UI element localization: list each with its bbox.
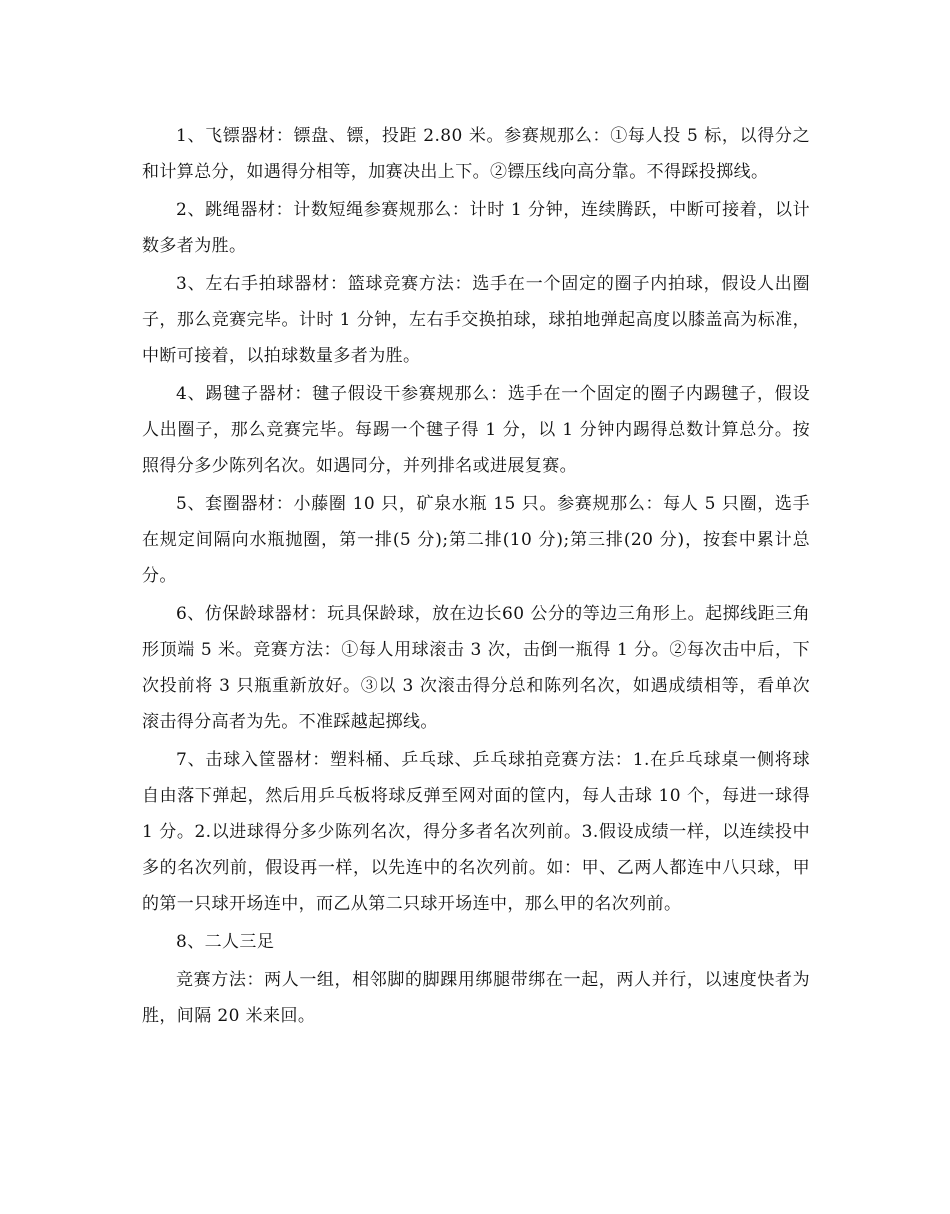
document-page bbox=[142, 118, 810, 1036]
paragraph-ball-bouncing: 3、左右手拍球器材：篮球竞赛方法：选手在一个固定的圈子内拍球，假设人出圈子，那么竞赛完毕。计时 1 分钟，左右手交换拍球，球拍地弹起高度以膝盖高为标准，中断可接着，以拍球数量多者为胜。 bbox=[142, 274, 810, 366]
paragraph-darts: 1、飞镖器材：镖盘、镖，投距 2.80 米。参赛规那么：①每人投 5 标，以得分之和计算总分，如遇得分相等，加赛决出上下。②镖压线向高分靠。不得踩投掷线。 bbox=[142, 126, 810, 182]
paragraph-three-legged-heading: 8、二人三足 bbox=[176, 932, 275, 952]
paragraph-jump-rope: 2、跳绳器材：计数短绳参赛规那么：计时 1 分钟，连续腾跃，中断可接着，以计数多者为胜。 bbox=[142, 200, 810, 256]
paragraph-three-legged-rules: 竞赛方法：两人一组，相邻脚的脚踝用绑腿带绑在一起，两人并行，以速度快者为胜，间隔 20 米来回。 bbox=[142, 970, 810, 1026]
paragraph-ring-toss: 5、套圈器材：小藤圈 10 只，矿泉水瓶 15 只。参赛规那么：每人 5 只圈，选手在规定间隔向水瓶抛圈，第一排(5 分);第二排(10 分);第三排(20 分)，按套中累计总分。 bbox=[142, 494, 810, 586]
paragraph-shuttlecock: 4、踢毽子器材：毽子假设干参赛规那么：选手在一个固定的圈子内踢毽子，假设人出圈子，那么竞赛完毕。每踢一个毽子得 1 分，以 1 分钟内踢得总数计算总分。按照得分多少陈列名次。如遇同分，并列排名或进展复赛。 bbox=[142, 384, 810, 476]
paragraph-bowling: 6、仿保龄球器材：玩具保龄球，放在边长60 公分的等边三角形上。起掷线距三角形顶端 5 米。竞赛方法：①每人用球滚击 3 次，击倒一瓶得 1 分。②每次击中后，下次投前将 3 只瓶重新放好。③以 3 次滚击得分总和陈列名次，如遇成绩相等，看单次滚击得分高者为先。不准踩越起掷线。 bbox=[142, 604, 810, 732]
paragraph-ball-into-basket: 7、击球入筐器材：塑料桶、乒乓球、乒乓球拍竞赛方法：1.在乒乓球桌一侧将球自由落下弹起，然后用乒乓板将球反弹至网对面的筐内，每人击球 10 个，每进一球得 1 分。2.以进球得分多少陈列名次，得分多者名次列前。3.假设成绩一样，以连续投中多的名次列前，假设再一样，以先连中的名次列前。如：甲、乙两人都连中八只球，甲的第一只球开场连中，而乙从第二只球开场连中，那么甲的名次列前。 bbox=[142, 750, 810, 914]
